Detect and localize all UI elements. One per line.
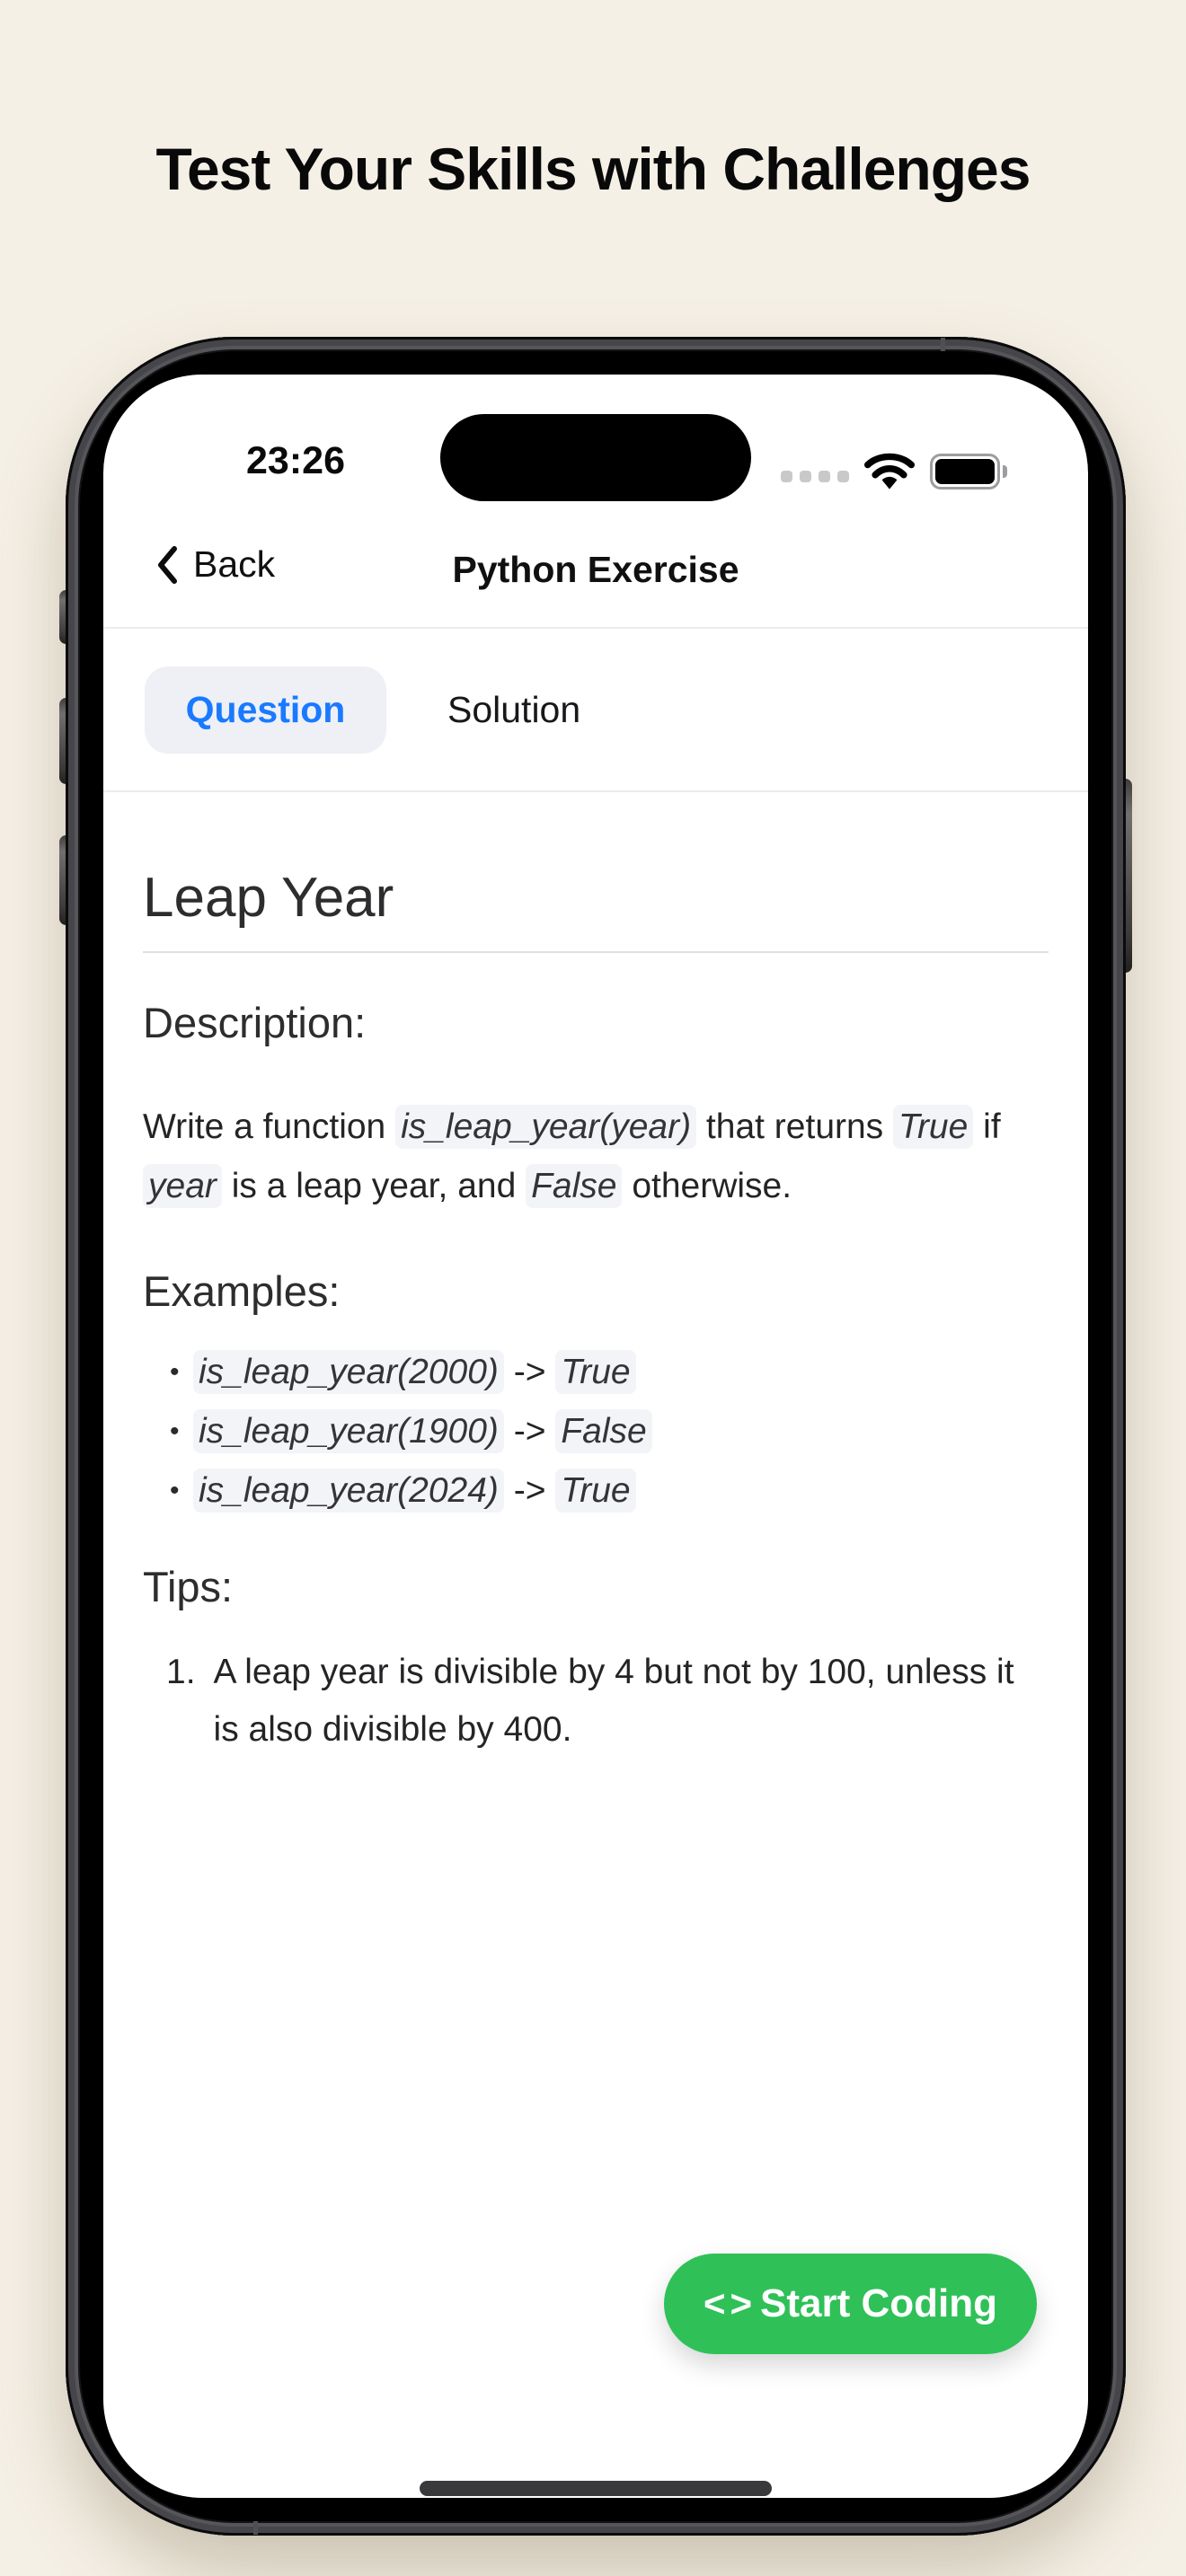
- examples-heading: Examples:: [143, 1267, 341, 1315]
- wifi-icon: [864, 452, 915, 491]
- inline-code: True: [893, 1105, 973, 1149]
- example-item: • is_leap_year(2000) -> True: [143, 1343, 1049, 1402]
- inline-code: True: [555, 1350, 635, 1394]
- example-item: • is_leap_year(1900) -> False: [143, 1402, 1049, 1461]
- start-coding-button[interactable]: [664, 2254, 1037, 2354]
- inline-code: year: [143, 1164, 222, 1208]
- phone-frame: [66, 337, 1126, 2536]
- inline-code: False: [526, 1164, 622, 1208]
- description-heading: Description:: [143, 999, 367, 1046]
- page-heading: Test Your Skills with Challenges: [155, 136, 1031, 202]
- phone-screen: [103, 375, 1088, 2498]
- cellular-signal-icon: [781, 462, 849, 482]
- nav-bar: [103, 527, 1088, 629]
- dynamic-island: [440, 414, 751, 501]
- status-icons: [781, 452, 1000, 491]
- status-time: 23:26: [246, 439, 345, 482]
- code-icon: <>: [703, 2282, 757, 2325]
- home-indicator: [420, 2481, 772, 2496]
- tab-solution[interactable]: Solution: [447, 688, 581, 730]
- status-bar: [103, 375, 1088, 527]
- inline-code: is_leap_year(2024): [193, 1469, 504, 1513]
- iphone-mockup: [66, 337, 1126, 2536]
- nav-title: Python Exercise: [452, 549, 739, 590]
- exercise-title: Leap Year: [143, 867, 394, 929]
- tips-heading: Tips:: [143, 1563, 234, 1610]
- battery-icon: [930, 454, 1000, 490]
- example-item: • is_leap_year(2024) -> True: [143, 1461, 1049, 1521]
- antenna-line-bottom: [253, 2521, 258, 2535]
- exercise-content: [143, 792, 1049, 1759]
- inline-code: is_leap_year(1900): [193, 1409, 504, 1453]
- inline-code: True: [555, 1469, 635, 1513]
- phone-bezel: [80, 351, 1111, 2521]
- back-label: Back: [193, 543, 276, 585]
- title-divider: [143, 951, 1049, 953]
- tab-bar: [103, 629, 1088, 792]
- examples-list: [143, 1343, 1049, 1521]
- tip-item: [143, 1644, 1049, 1759]
- start-coding-label: Start Coding: [760, 2281, 997, 2325]
- inline-code: is_leap_year(year): [395, 1105, 696, 1149]
- tab-question[interactable]: Question: [145, 666, 386, 754]
- tip-text: A leap year is divisible by 4 but not by 100, unless it is also divisible by 400.: [213, 1653, 1014, 1749]
- tip-number: 1.: [166, 1653, 196, 1691]
- description-paragraph: Write a function is_leap_year(year) that returns True if year is a leap year, and False otherwise.: [143, 1098, 1049, 1216]
- inline-code: False: [555, 1409, 651, 1453]
- inline-code: is_leap_year(2000): [193, 1350, 504, 1394]
- antenna-line-top: [941, 338, 945, 351]
